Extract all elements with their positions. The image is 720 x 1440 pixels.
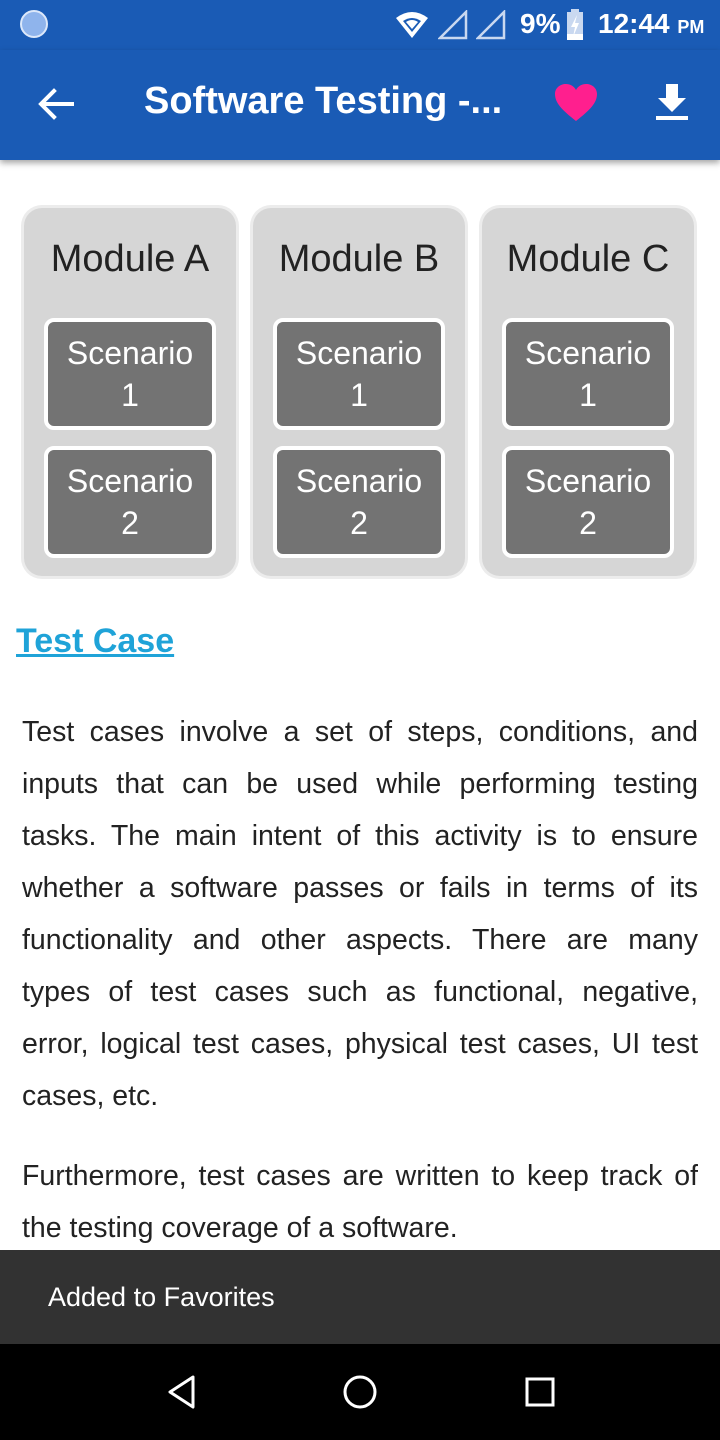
download-icon[interactable] (652, 82, 692, 122)
module-title: Module C (506, 238, 670, 280)
scenario-number: 1 (579, 377, 597, 413)
scenario-box (273, 318, 445, 430)
body-paragraph: Furthermore, test cases are written to keep track of the testing coverage of a software. (22, 1160, 698, 1244)
nav-recents-icon[interactable] (524, 1376, 556, 1408)
modules-diagram (22, 208, 698, 580)
wifi-icon (394, 10, 430, 40)
signal-icon (438, 10, 468, 40)
back-arrow-icon[interactable] (36, 84, 76, 124)
scenario-box (44, 446, 216, 558)
scenario-number: 2 (579, 505, 597, 541)
scenario-label: Scenario (524, 335, 652, 371)
body-paragraph: Test cases involve a set of steps, conditions, and inputs that can be used while performing testing tasks. The main intent of this activity is to ensure whether a software passes or fails in terms of its functionality and other aspects. There are many types of test cases such as functional, negative, error, logical test cases, physical test cases, UI test cases, etc. (22, 716, 698, 1112)
app-bar (0, 50, 720, 160)
clock-time: 12:44 (598, 8, 670, 39)
scenario-box (273, 446, 445, 558)
snackbar-message: Added to Favorites (48, 1282, 275, 1312)
signal-icon-2 (476, 10, 506, 40)
app-notification-icon (20, 10, 48, 38)
scenario-number: 1 (350, 377, 368, 413)
module-title: Module A (50, 238, 210, 280)
scenario-label: Scenario (524, 463, 652, 499)
battery-percent: 9% (520, 8, 561, 39)
module-title: Module B (278, 238, 440, 280)
scenario-label: Scenario (295, 463, 423, 499)
clock (598, 8, 704, 40)
scenario-box (502, 446, 674, 558)
status-bar (0, 0, 720, 50)
scenario-label: Scenario (295, 335, 423, 371)
scenario-label: Scenario (66, 463, 194, 499)
scenario-box (44, 318, 216, 430)
scenario-number: 2 (350, 505, 368, 541)
scenario-number: 2 (121, 505, 139, 541)
navigation-bar (0, 1344, 720, 1440)
battery-charging-icon (566, 9, 584, 41)
module-card (253, 208, 465, 576)
heart-icon[interactable] (554, 83, 598, 123)
scenario-number: 1 (121, 377, 139, 413)
section-heading: Test Case (16, 622, 175, 660)
scenario-box (502, 318, 674, 430)
snackbar (0, 1250, 720, 1344)
nav-home-icon[interactable] (342, 1374, 378, 1410)
scenario-label: Scenario (66, 335, 194, 371)
clock-ampm: PM (677, 17, 705, 37)
module-card (24, 208, 236, 576)
module-card (482, 208, 694, 576)
page-title: Software Testing -... (144, 80, 503, 122)
nav-back-icon[interactable] (166, 1374, 196, 1410)
